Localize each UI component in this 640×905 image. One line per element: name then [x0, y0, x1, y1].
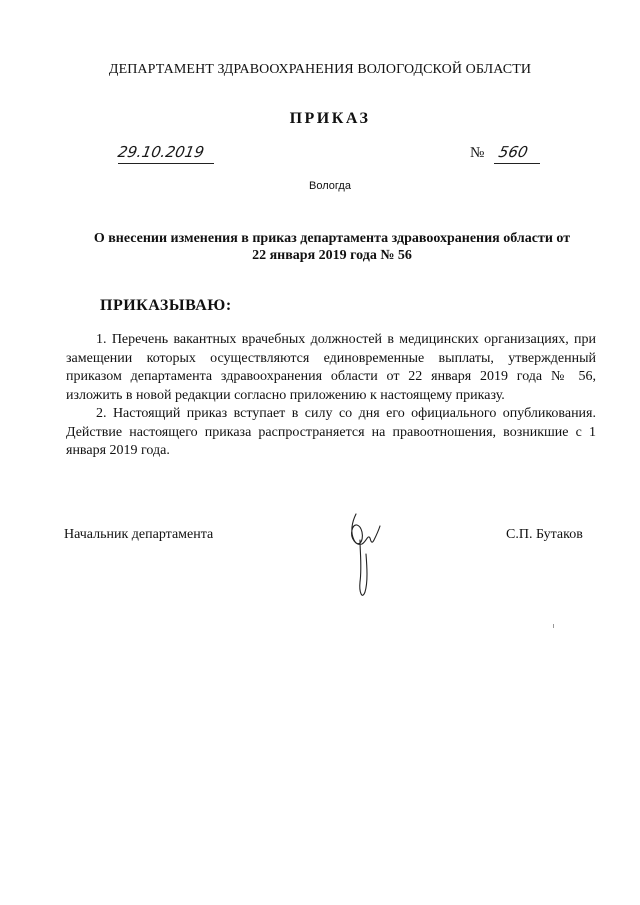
number-field: [494, 143, 540, 164]
handwritten-date: 29.10.2019: [116, 143, 206, 161]
scan-artifact: [553, 624, 554, 628]
document-type-title: ПРИКАЗ: [289, 110, 371, 127]
subject-line-2: 22 января 2019 года № 56: [252, 248, 412, 263]
date-field: [118, 143, 214, 164]
signer-name: С.П. Бутаков: [506, 527, 583, 542]
subject-line-1: О внесении изменения в приказ департамента здравоохранения области от: [93, 231, 571, 246]
order-paragraph-2: 2. Настоящий приказ вступает в силу со дня его официального опубликования. Действие настоящего приказа распространяется на правоотношения, возникшие с 1 января 2019 года.: [66, 406, 596, 458]
signer-title: Начальник департамента: [64, 527, 214, 542]
city-name: Вологда: [309, 180, 351, 192]
handwritten-signature: [338, 512, 398, 602]
order-heading: ПРИКАЗЫВАЮ:: [100, 297, 232, 314]
order-paragraph-1: 1. Перечень вакантных врачебных должностей в медицинских организациях, при замещении которых осуществляются единовременные выплаты, утвержденный приказом департамента здравоохранения области от 22 января 2019 года № 56, изложить в новой редакции согласно приложению к настоящему приказу.: [66, 332, 596, 403]
number-label: №: [470, 145, 485, 161]
order-body: [66, 331, 596, 461]
handwritten-number: 560: [497, 143, 530, 161]
order-subject: [62, 230, 602, 264]
department-header: ДЕПАРТАМЕНТ ЗДРАВООХРАНЕНИЯ ВОЛОГОДСКОЙ ОБЛАСТИ: [108, 62, 532, 77]
